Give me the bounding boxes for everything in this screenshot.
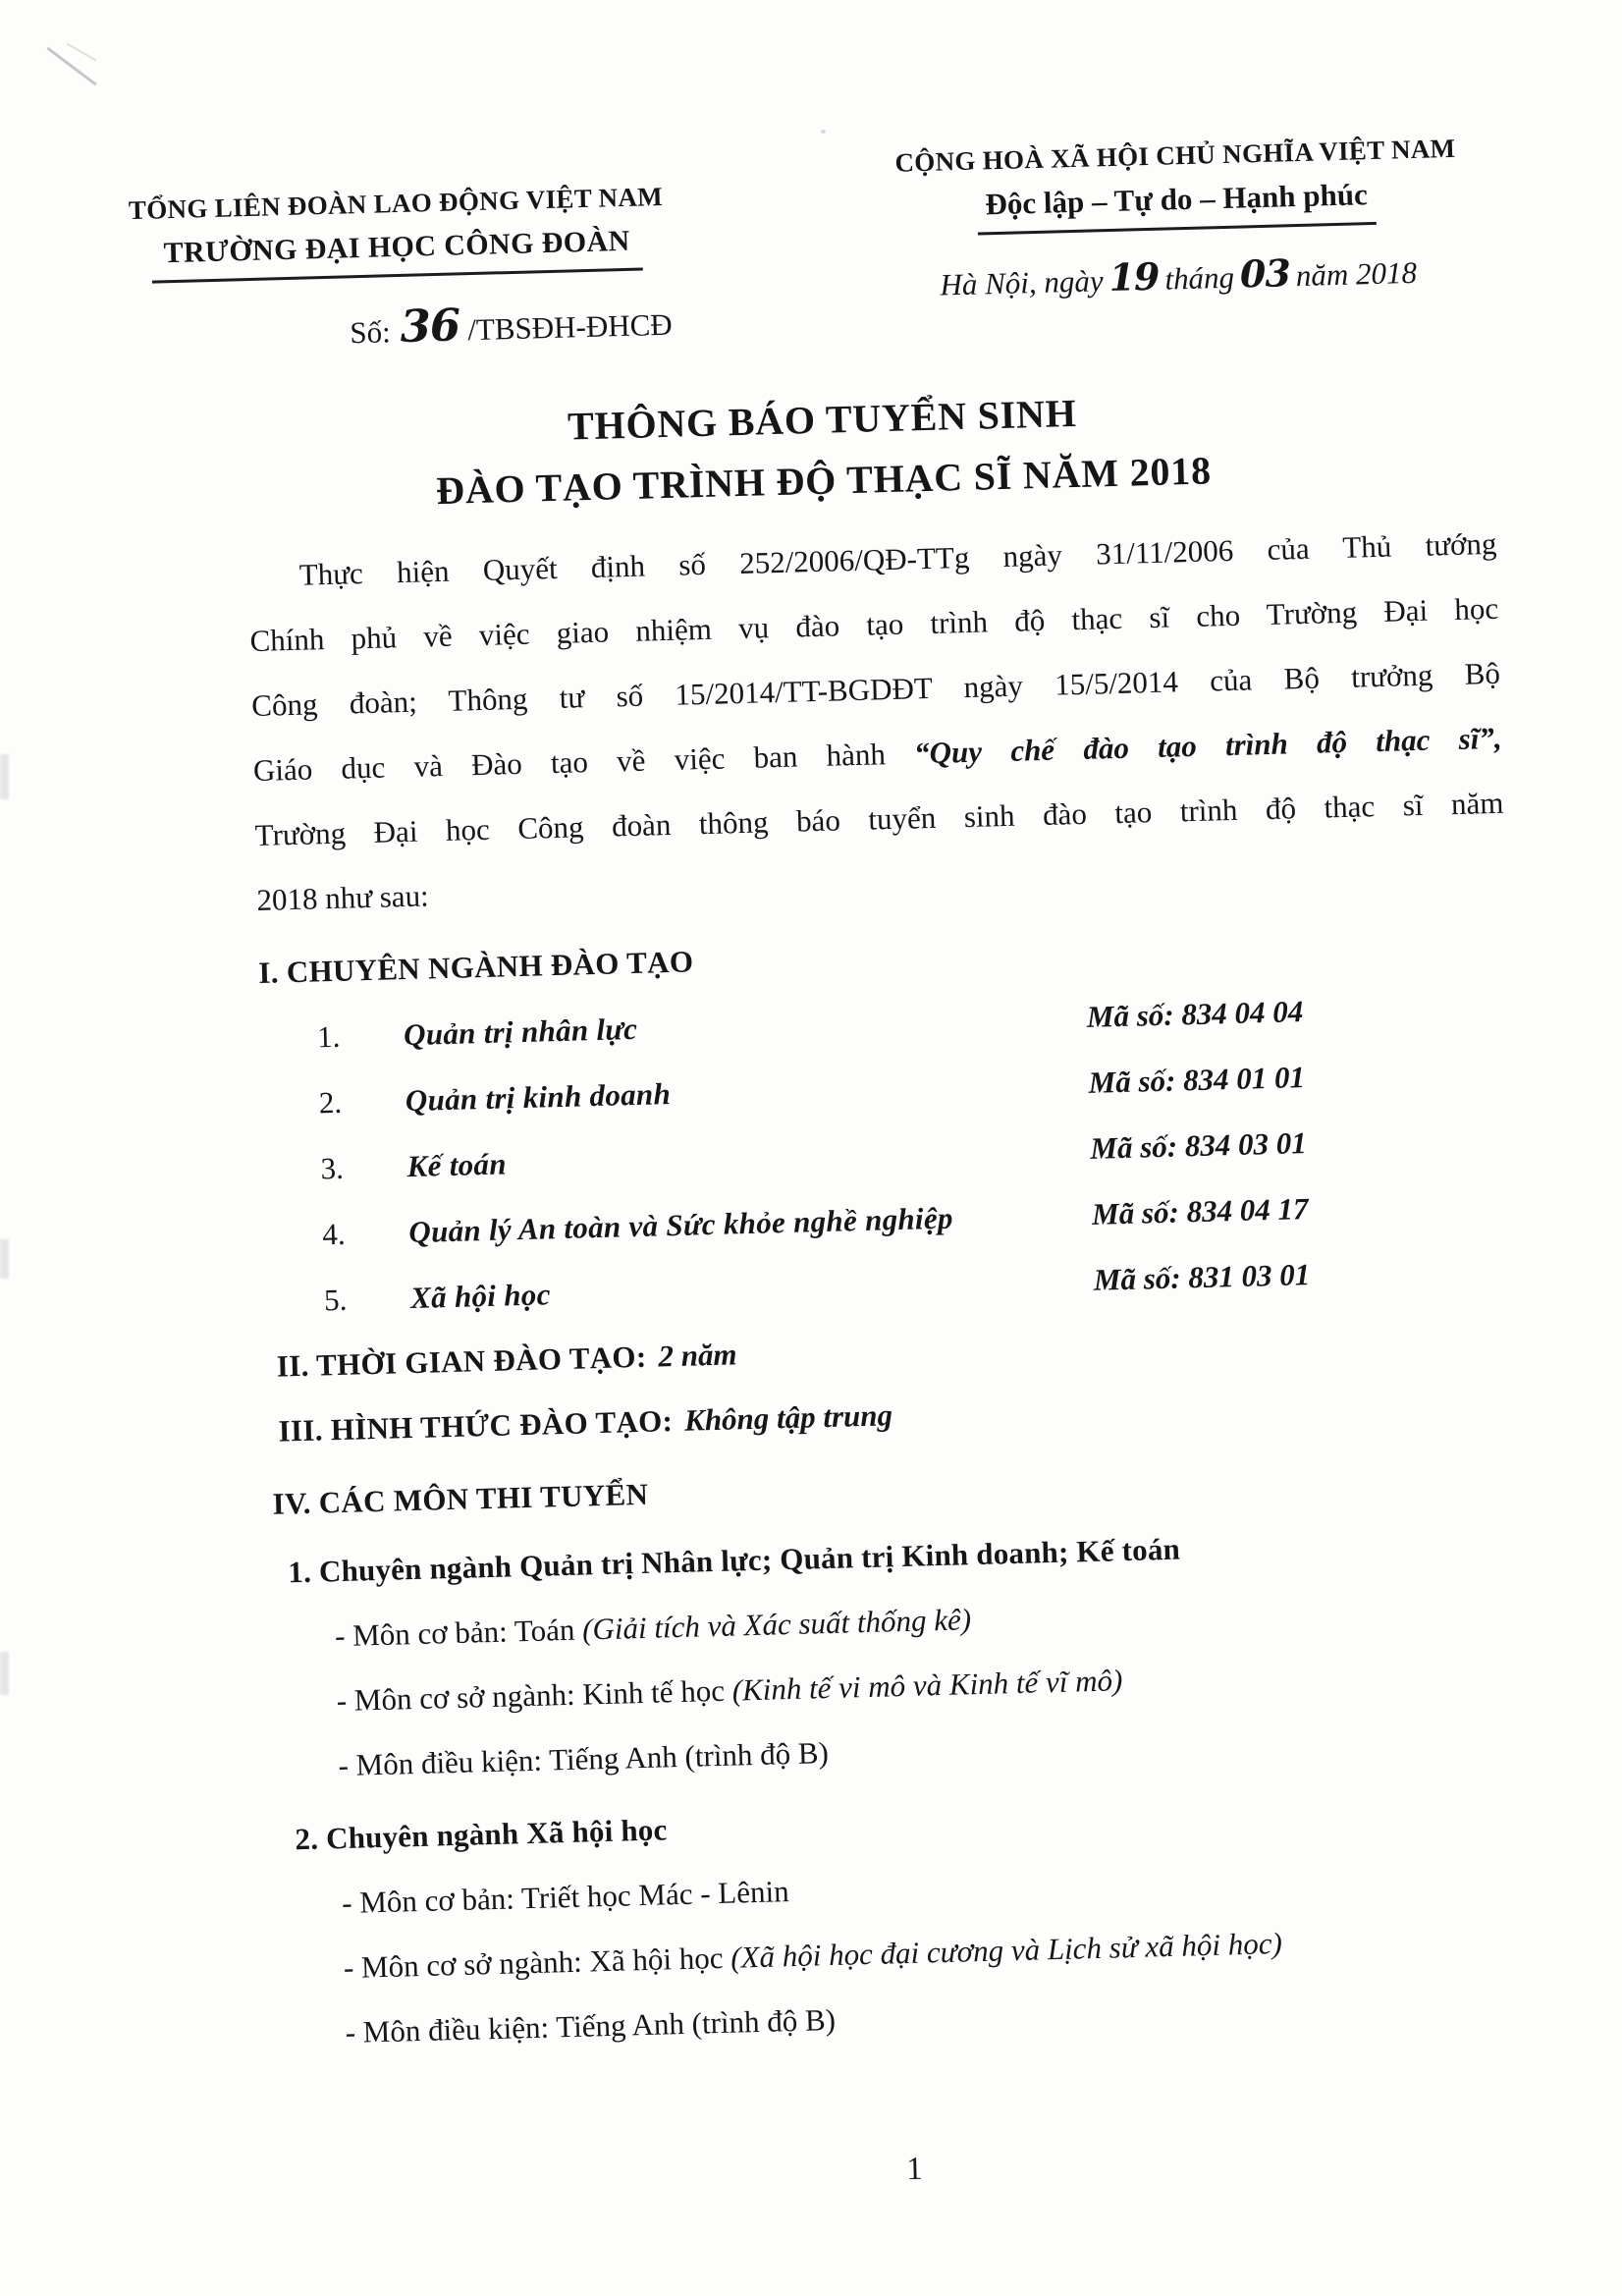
exam-group-title: 1. Chuyên ngành Quản trị Nhân lực; Quản trị Kinh doanh; Kế toán (287, 1531, 1181, 1590)
program-name: Quản trị kinh doanh (405, 1076, 672, 1119)
date-year: năm 2018 (1295, 254, 1418, 294)
page-number: 1 (905, 2151, 924, 2188)
national-motto: Độc lập – Tự do – Hạnh phúc (977, 174, 1377, 236)
intro-text: Trường Đại học Công đoàn thông báo tuyển sinh đào tạo trình độ thạc sĩ năm (254, 785, 1504, 853)
document-title (150, 372, 1495, 529)
exam-subject-text: - Môn cơ sở ngành: Kinh tế học (336, 1672, 733, 1719)
date-prefix: Hà Nội, ngày (939, 263, 1105, 302)
issuing-organization-block (101, 176, 694, 364)
title-line-1: THÔNG BÁO TUYỂN SINH (567, 390, 1078, 449)
country-name: CỘNG HOÀ XÃ HỘI CHỦ NGHĨA VIỆT NAM (894, 133, 1456, 178)
program-code: Mã số: 831 03 01 (1093, 1257, 1311, 1297)
parent-organization-name: TỔNG LIÊN ĐOÀN LAO ĐỘNG VIỆT NAM (128, 181, 664, 226)
exam-subject-text: - Môn cơ bản: Toán (334, 1612, 583, 1654)
exam-subject-text: - Môn điều kiện: Tiếng Anh (trình độ B) (345, 2001, 837, 2050)
intro-text: Thực hiện Quyết định số 252/2006/QĐ-TTg ngày 31/11/2006 của Thủ tướng (298, 525, 1497, 592)
scan-artifact-edge-smudge (0, 1239, 9, 1279)
date-month-word: tháng (1163, 259, 1235, 297)
program-name: Quản lý An toàn và Sức khỏe nghề nghiệp (407, 1200, 954, 1250)
title-line-2: ĐÀO TẠO TRÌNH ĐỘ THẠC SĨ NĂM 2018 (435, 448, 1213, 514)
format-value: Không tập trung (683, 1397, 893, 1438)
scan-artifact-edge-smudge (0, 754, 9, 799)
intro-text: Công đoàn; Thông tư số 15/2014/TT-BGDĐT ngày 15/5/2014 của Bộ trưởng Bộ (250, 655, 1501, 724)
national-header-block (850, 128, 1504, 312)
intro-text: Chính phủ về việc giao nhiệm vụ đào tạo trình độ thạc sĩ cho Trường Đại học (249, 590, 1499, 659)
duration-label: II. THỜI GIAN ĐÀO TẠO: (276, 1339, 647, 1384)
document-number-line (104, 295, 694, 364)
program-code: Mã số: 834 01 01 (1088, 1060, 1306, 1100)
section-heading-exams: IV. CÁC MÔN THI TUYỂN (272, 1476, 649, 1521)
date-month-handwritten: 03 (1239, 250, 1291, 297)
school-name: TRƯỜNG ĐẠI HỌC CÔNG ĐOÀN (151, 221, 642, 284)
intro-paragraph (247, 512, 1506, 933)
exam-subject-detail: (Giải tích và Xác suất thống kê) (581, 1602, 972, 1647)
date-day-handwritten: 19 (1108, 253, 1160, 301)
program-code: Mã số: 834 03 01 (1089, 1125, 1308, 1166)
school-name-line (102, 219, 692, 285)
program-name: Kế toán (406, 1146, 508, 1184)
exam-subject-text: - Môn điều kiện: Tiếng Anh (trình độ B) (338, 1735, 830, 1783)
exam-subject-detail: (Kinh tế vi mô và Kinh tế vĩ mô) (731, 1663, 1123, 1708)
exam-subject-text: - Môn cơ sở ngành: Xã hội học (343, 1940, 731, 1986)
program-number: 3. (320, 1150, 345, 1186)
program-name: Quản trị nhân lực (403, 1011, 638, 1053)
exam-subject-text: - Môn cơ bản: Triết học Mác - Lênin (341, 1874, 790, 1921)
program-number: 4. (321, 1216, 347, 1252)
exam-group-title: 2. Chuyên ngành Xã hội học (295, 1812, 668, 1857)
intro-text: Giáo dục và Đào tạo về việc ban hành (252, 736, 915, 789)
document-number-handwritten: 36 (399, 299, 460, 353)
intro-text: 2018 như sau: (256, 878, 430, 917)
exam-subject-detail: (Xã hội học đại cương và Lịch sử xã hội học) (730, 1926, 1283, 1975)
program-code: Mã số: 834 04 17 (1091, 1191, 1309, 1231)
scan-artifact-edge-smudge (0, 1652, 9, 1695)
document-number-label: Số: (349, 314, 392, 351)
program-name: Xã hội học (409, 1277, 552, 1316)
document-body (247, 512, 1540, 2205)
program-number: 1. (316, 1018, 341, 1055)
document-header (128, 128, 1491, 364)
format-label: III. HÌNH THỨC ĐÀO TẠO: (278, 1403, 674, 1449)
section-heading-majors: I. CHUYÊN NGÀNH ĐÀO TẠO (257, 944, 694, 990)
duration-value: 2 năm (657, 1337, 737, 1374)
program-number: 5. (323, 1282, 348, 1318)
program-number: 2. (318, 1084, 343, 1121)
place-date-line (853, 244, 1504, 312)
document-number-suffix: /TBSĐH-ĐHCĐ (466, 306, 674, 348)
program-code: Mã số: 834 04 04 (1086, 994, 1304, 1034)
intro-quote: “Quy chế đào tạo trình độ thạc sĩ”, (913, 720, 1503, 771)
